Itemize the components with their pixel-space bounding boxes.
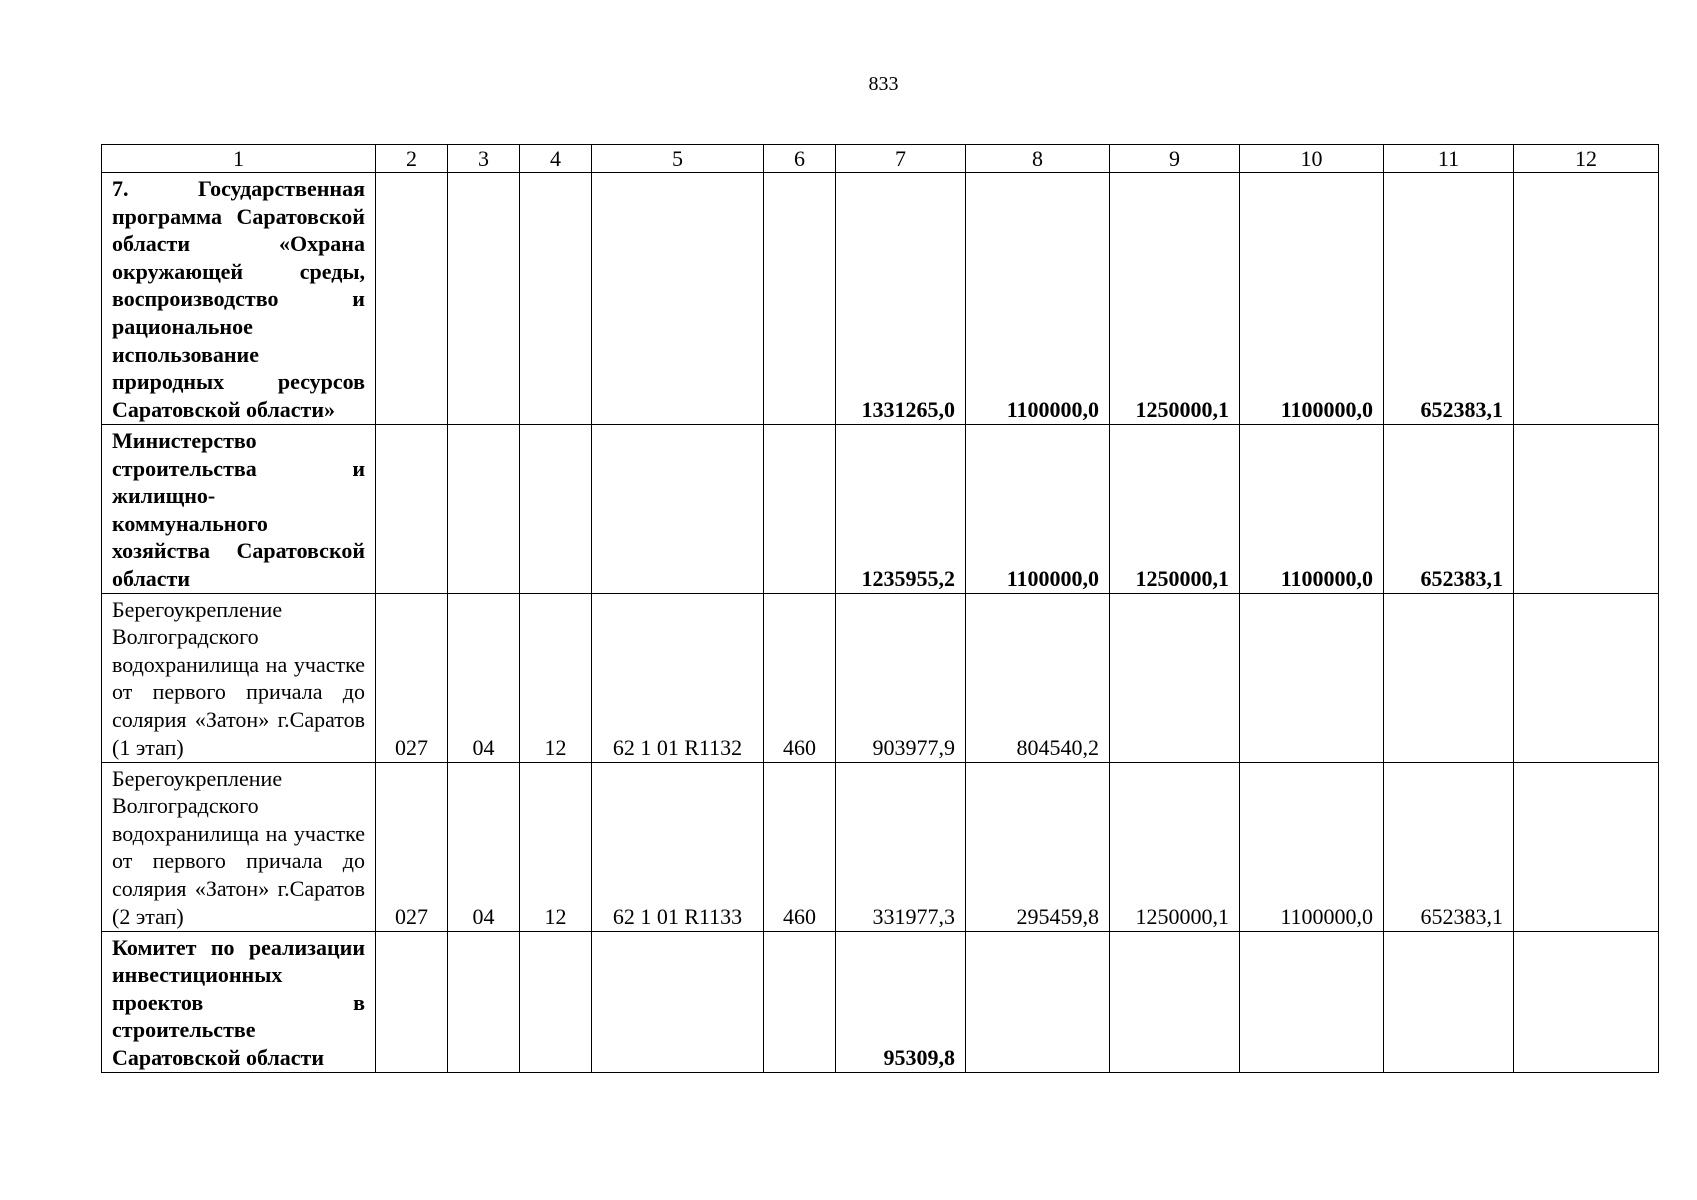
table-cell — [1240, 593, 1384, 762]
table-row — [102, 762, 1659, 931]
row-name-cell: 7. Государственная программа Саратовской области «Охрана окружающей среды, воспроизводство и рациональное использование природных ресурсов Саратовской области» — [102, 173, 376, 425]
table-cell: 331977,3 — [836, 762, 966, 931]
column-header: 8 — [966, 145, 1110, 173]
table-cell — [592, 931, 764, 1072]
table-cell: 027 — [376, 593, 448, 762]
table-cell: 1100000,0 — [1240, 173, 1384, 425]
table-cell: 903977,9 — [836, 593, 966, 762]
table-cell — [1384, 593, 1514, 762]
row-name-cell: Комитет по реализации инвестиционных проектов в строительстве Саратовской области — [102, 931, 376, 1072]
table-cell: 1250000,1 — [1110, 425, 1240, 594]
column-header: 4 — [520, 145, 592, 173]
table-row — [102, 931, 1659, 1072]
column-header: 2 — [376, 145, 448, 173]
column-header: 12 — [1514, 145, 1659, 173]
table-cell — [376, 173, 448, 425]
table-cell — [520, 931, 592, 1072]
table-cell — [1514, 173, 1659, 425]
table-row — [102, 173, 1659, 425]
table-cell: 12 — [520, 593, 592, 762]
table-cell: 652383,1 — [1384, 762, 1514, 931]
table-cell: 95309,8 — [836, 931, 966, 1072]
budget-table — [101, 144, 1659, 1073]
table-cell: 1235955,2 — [836, 425, 966, 594]
table-cell — [376, 931, 448, 1072]
table-cell — [764, 173, 836, 425]
row-name-cell: Берегоукрепление Волгоградского водохранилища на участке от первого причала до солярия «Затон» г.Саратов (1 этап) — [102, 593, 376, 762]
table-cell: 652383,1 — [1384, 425, 1514, 594]
column-header: 10 — [1240, 145, 1384, 173]
table-cell — [1514, 593, 1659, 762]
table-cell — [1514, 931, 1659, 1072]
column-header: 3 — [448, 145, 520, 173]
table-cell: 1100000,0 — [966, 173, 1110, 425]
table-cell: 04 — [448, 593, 520, 762]
table-cell: 1100000,0 — [1240, 425, 1384, 594]
table-cell — [1240, 931, 1384, 1072]
table-cell: 62 1 01 R1132 — [592, 593, 764, 762]
table-cell — [592, 173, 764, 425]
table-cell: 1100000,0 — [1240, 762, 1384, 931]
table-cell: 027 — [376, 762, 448, 931]
table-cell — [764, 425, 836, 594]
table-row — [102, 425, 1659, 594]
table-cell: 295459,8 — [966, 762, 1110, 931]
table-cell: 460 — [764, 762, 836, 931]
row-name-cell: Министерство строительства и жилищно-коммунального хозяйства Саратовской области — [102, 425, 376, 594]
table-row — [102, 593, 1659, 762]
table-cell — [448, 931, 520, 1072]
page-number: 833 — [868, 73, 899, 95]
column-header: 5 — [592, 145, 764, 173]
table-cell: 1100000,0 — [966, 425, 1110, 594]
column-header: 11 — [1384, 145, 1514, 173]
table-cell: 804540,2 — [966, 593, 1110, 762]
table-cell: 12 — [520, 762, 592, 931]
table-cell — [1514, 425, 1659, 594]
table-cell: 04 — [448, 762, 520, 931]
table-cell — [376, 425, 448, 594]
table-cell: 62 1 01 R1133 — [592, 762, 764, 931]
table-cell — [1514, 762, 1659, 931]
table-cell — [520, 173, 592, 425]
table-cell: 460 — [764, 593, 836, 762]
column-header: 9 — [1110, 145, 1240, 173]
column-header: 6 — [764, 145, 836, 173]
table-cell: 652383,1 — [1384, 173, 1514, 425]
table-cell — [1110, 593, 1240, 762]
row-name-cell: Берегоукрепление Волгоградского водохранилища на участке от первого причала до солярия «Затон» г.Саратов (2 этап) — [102, 762, 376, 931]
table-cell — [592, 425, 764, 594]
table-cell: 1250000,1 — [1110, 173, 1240, 425]
table-cell — [448, 425, 520, 594]
column-header: 1 — [102, 145, 376, 173]
table-cell — [764, 931, 836, 1072]
table-header-row — [102, 145, 1659, 173]
table-cell — [448, 173, 520, 425]
table-cell: 1331265,0 — [836, 173, 966, 425]
column-header: 7 — [836, 145, 966, 173]
table-cell: 1250000,1 — [1110, 762, 1240, 931]
table-cell — [1110, 931, 1240, 1072]
table-cell — [520, 425, 592, 594]
table-cell — [1384, 931, 1514, 1072]
table-cell — [966, 931, 1110, 1072]
